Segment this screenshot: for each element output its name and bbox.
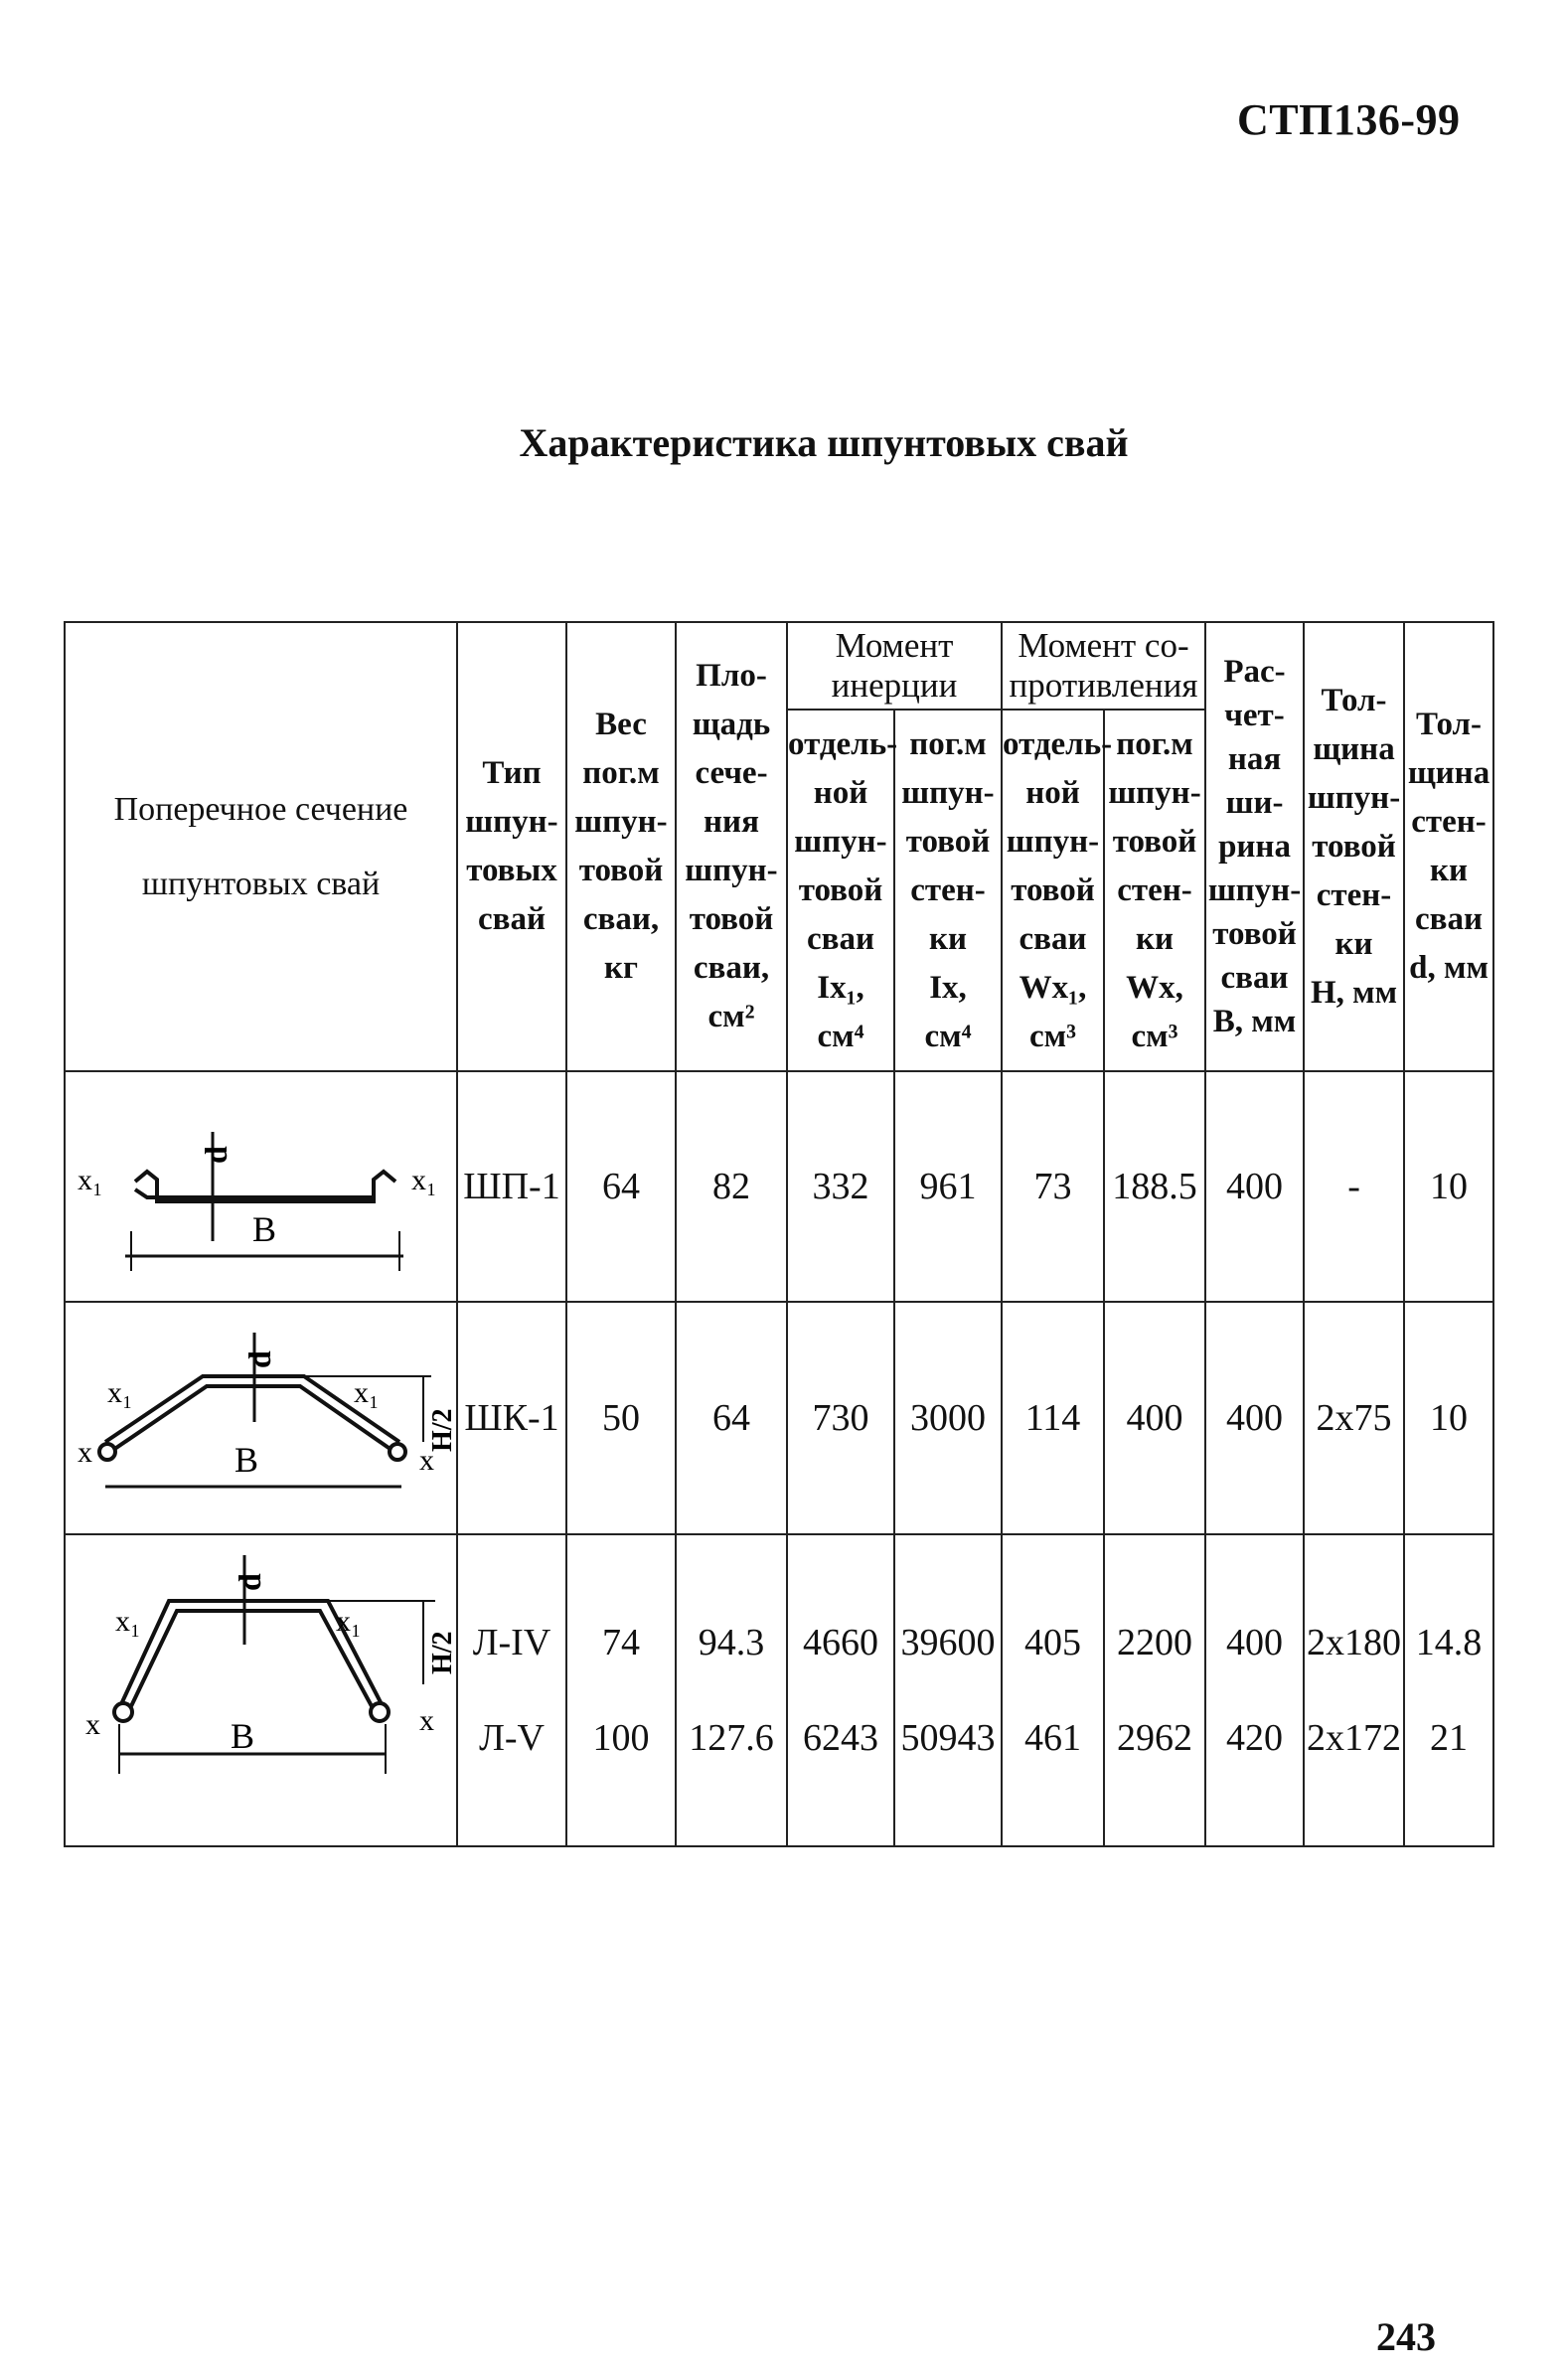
sketch-label-d: d [232,1573,267,1591]
cell-width: 400 [1205,1071,1304,1302]
sketch-label-h2: H/2 [427,1408,458,1452]
sketch-label-x1-left: x₁ [115,1605,141,1638]
cell-area: 64 [676,1302,787,1534]
header-wall-thickness-d: Тол- щина стен- ки сваи d, мм [1404,622,1493,1071]
header-section: Поперечное сечение шпунтовых свай [65,622,457,1071]
cell-ix1: 4660 6243 [787,1534,894,1846]
sketch-label-x1-right: x₁ [354,1376,380,1409]
cell-wall-h: - [1304,1071,1404,1302]
sketch-label-x1-right: x₁ [336,1605,362,1638]
header-width: Рас- чет- ная ши- рина шпун- товой сваи B, мм [1205,622,1304,1071]
cell-wall-d: 10 [1404,1302,1493,1534]
cell-weight: 50 [566,1302,676,1534]
cell-wall-d: 14.8 21 [1404,1534,1493,1846]
cell-wall-h: 2x180 2x172 [1304,1534,1404,1846]
cell-wx1: 405 461 [1002,1534,1104,1846]
table-row [65,1534,1493,1846]
section-sketch-flat [65,1071,457,1302]
header-wall-thickness-h: Тол- щина шпун- товой стен- ки H, мм [1304,622,1404,1071]
header-group-inertia: Момент инерции [787,622,1002,710]
cell-wx: 400 [1104,1302,1205,1534]
sketch-label-x1-right: x₁ [411,1164,437,1196]
sketch-label-x1-left: x₁ [78,1164,103,1196]
sketch-label-x-left: x [85,1708,100,1741]
cell-area: 94.3 127.6 [676,1534,787,1846]
cell-wx1: 114 [1002,1302,1104,1534]
sketch-label-x-left: x [78,1436,92,1469]
cell-wall-h: 2x75 [1304,1302,1404,1534]
cell-width: 400 420 [1205,1534,1304,1846]
cell-wx: 188.5 [1104,1071,1205,1302]
sketch-label-h2: H/2 [427,1631,458,1674]
header-ix1: отдель- ной шпун- товой сваи Ix₁, см⁴ [787,710,894,1071]
table-row [65,1071,1493,1302]
page-title: Характеристика шпунтовых свай [519,420,1129,465]
sketch-label-x1-left: x₁ [107,1376,133,1409]
section-sketch-larssen [65,1534,457,1846]
cell-ix: 961 [894,1071,1002,1302]
header-group-resistance: Момент со- противления [1002,622,1205,710]
cell-wx1: 73 [1002,1071,1104,1302]
document-code: СТП136-99 [1237,95,1461,144]
cell-wall-d: 10 [1404,1071,1493,1302]
cell-ix1: 332 [787,1071,894,1302]
cell-type: ШП-1 [457,1071,566,1302]
cell-width: 400 [1205,1302,1304,1534]
header-wx1: отдель- ной шпун- товой сваи Wx₁, см³ [1002,710,1104,1071]
section-sketch-trough [65,1302,457,1534]
header-weight: Вес пог.м шпун- товой сваи, кг [566,622,676,1071]
cell-wx: 2200 2962 [1104,1534,1205,1846]
header-ix: пог.м шпун- товой стен- ки Ix, см⁴ [894,710,1002,1071]
sketch-label-b: B [235,1440,259,1480]
sketch-label-b: B [252,1209,277,1249]
cell-ix: 3000 [894,1302,1002,1534]
header-wx: пог.м шпун- товой стен- ки Wx, см³ [1104,710,1205,1071]
cell-ix: 39600 50943 [894,1534,1002,1846]
table-row [65,1302,1493,1534]
sketch-label-b: B [231,1716,255,1756]
cell-weight: 74 100 [566,1534,676,1846]
header-area: Пло- щадь сече- ния шпун- товой сваи, см² [676,622,787,1071]
header-type: Тип шпун- товых свай [457,622,566,1071]
sketch-label-d: d [198,1146,234,1164]
cell-type: ШК-1 [457,1302,566,1534]
cell-ix1: 730 [787,1302,894,1534]
cell-type: Л-IV Л-V [457,1534,566,1846]
sketch-label-d: d [241,1350,277,1368]
sheet-pile-table [64,621,1494,1847]
sketch-label-x-right: x [419,1704,434,1737]
page-number: 243 [1376,2314,1436,2359]
sketch-label-x-right: x [419,1444,434,1477]
cell-weight: 64 [566,1071,676,1302]
cell-area: 82 [676,1071,787,1302]
